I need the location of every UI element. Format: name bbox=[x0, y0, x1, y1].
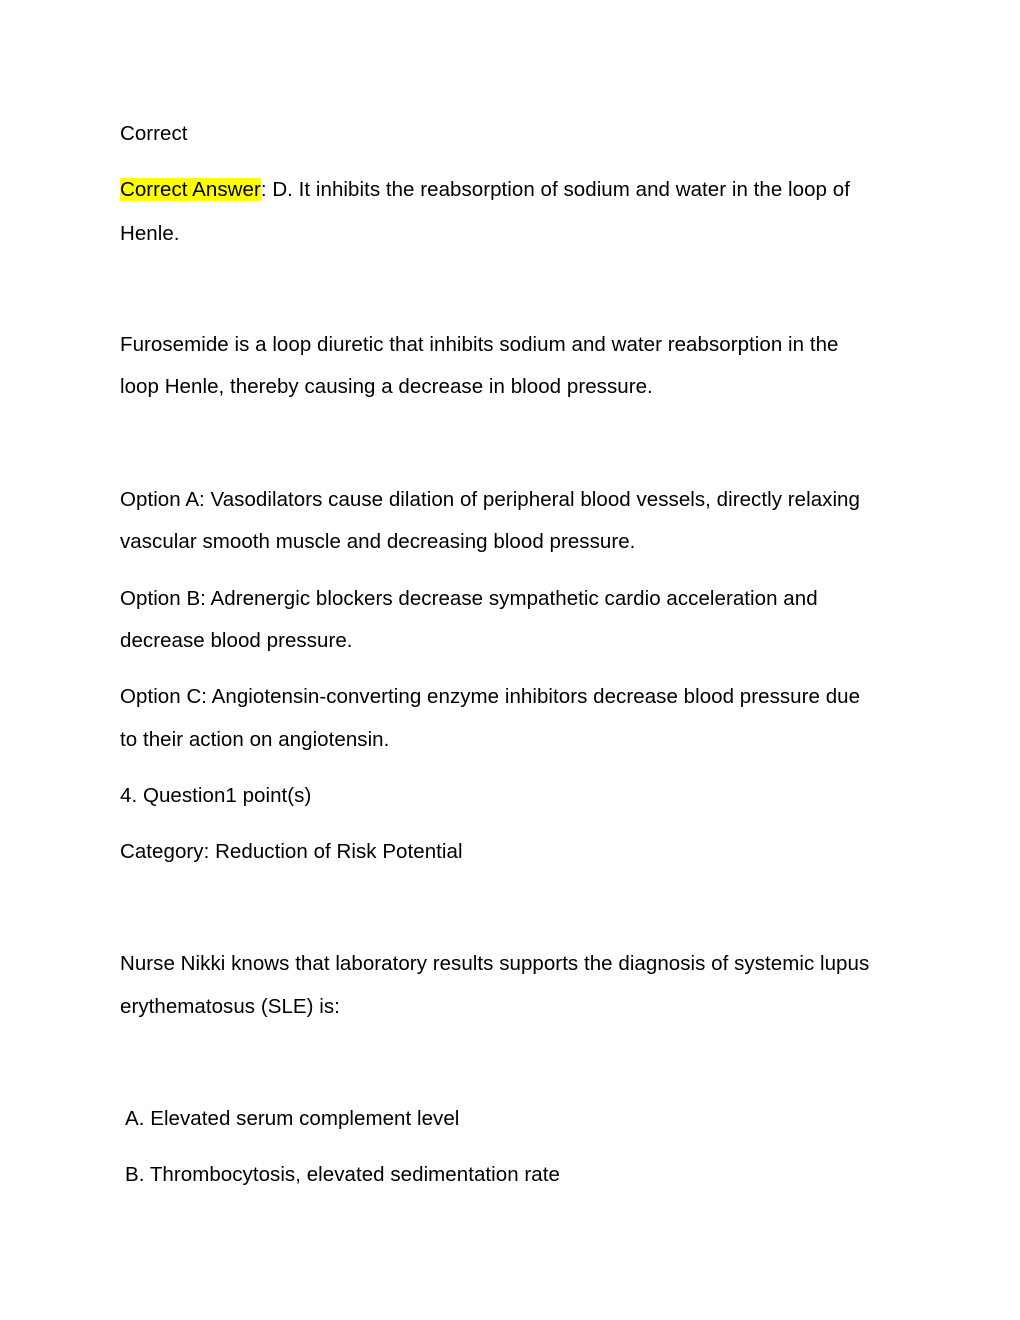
question-stem-line-2: erythematosus (SLE) is: bbox=[120, 995, 340, 1018]
explanation-line-2: loop Henle, thereby causing a decrease in blood pressure. bbox=[120, 375, 653, 398]
answer-choice-b: B. Thrombocytosis, elevated sedimentation rate bbox=[125, 1163, 560, 1186]
question-category: Category: Reduction of Risk Potential bbox=[120, 840, 463, 863]
correct-answer-line bbox=[120, 177, 850, 203]
correct-answer-text-continued: Henle. bbox=[120, 222, 180, 245]
correct-answer-text: : D. It inhibits the reabsorption of sodium and water in the loop of bbox=[260, 178, 850, 201]
result-status: Correct bbox=[120, 122, 188, 145]
option-a-rationale-line-2: vascular smooth muscle and decreasing blood pressure. bbox=[120, 530, 636, 553]
option-c-rationale-line-1: Option C: Angiotensin-converting enzyme inhibitors decrease blood pressure due bbox=[120, 685, 861, 708]
correct-answer-label: Correct Answer bbox=[120, 178, 261, 201]
question-stem-line-1: Nurse Nikki knows that laboratory results supports the diagnosis of systemic lupus bbox=[120, 952, 870, 975]
option-a-rationale-line-1: Option A: Vasodilators cause dilation of peripheral blood vessels, directly relaxing bbox=[120, 488, 860, 511]
answer-choice-a: A. Elevated serum complement level bbox=[125, 1107, 460, 1130]
question-header: 4. Question1 point(s) bbox=[120, 784, 312, 807]
explanation-line-1: Furosemide is a loop diuretic that inhibits sodium and water reabsorption in the bbox=[120, 333, 839, 356]
option-b-rationale-line-1: Option B: Adrenergic blockers decrease sympathetic cardio acceleration and bbox=[120, 587, 818, 610]
option-b-rationale-line-2: decrease blood pressure. bbox=[120, 629, 353, 652]
option-c-rationale-line-2: to their action on angiotensin. bbox=[120, 728, 390, 751]
